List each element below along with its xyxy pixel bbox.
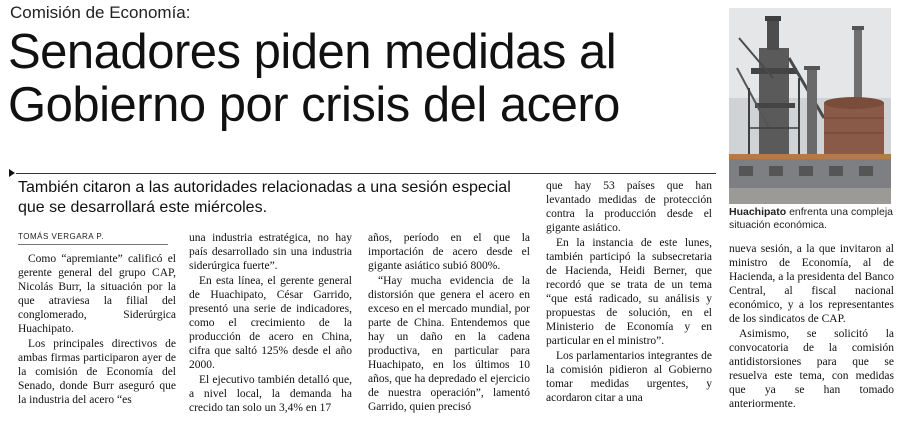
deck-divider: [16, 173, 716, 174]
section-kicker: Comisión de Economía:: [10, 3, 191, 22]
article-column-4: [546, 179, 712, 405]
paragraph: nueva sesión, a la que invitaron al ministro de Economía, al de Hacienda, a la presidenta del Banco Central, al fiscal nacional económico, y a los representantes de los sindicatos de CAP.: [729, 243, 894, 325]
article-column-1: [18, 252, 176, 407]
deck-bullet-icon: [9, 169, 15, 177]
paragraph: Asimismo, se solicitó la convocatoria de la comisión antidistorsiones para que se resuelva este tema, con medidas que ya se han tomado anteriormente.: [729, 328, 894, 410]
paragraph: Los principales directivos de ambas firmas participaron ayer de la comisión de Economía del Senado, donde Burr aseguró que la industria del acero “es: [18, 338, 176, 406]
paragraph: que hay 53 países que han levantado medidas de protección contra la producción desde el gigante asiático.: [546, 180, 712, 234]
article-column-5: [729, 242, 894, 411]
article-deck: También citaron a las autoridades relacionadas a una sesión especial que se desarrollará este miércoles.: [18, 179, 511, 216]
article-column-2: [189, 231, 352, 415]
byline-divider: [18, 244, 168, 245]
photo-caption: [729, 206, 899, 232]
paragraph: Como “apremiante” calificó el gerente general del grupo CAP, Nicolás Burr, la situación por la que atraviesa la filial del conglomerado, Siderúrgica Huachipato.: [18, 253, 176, 335]
article-headline: Senadores piden medidas al Gobierno por crisis del acero: [8, 25, 620, 132]
paragraph: En la instancia de este lunes, también participó la subsecretaria de Hacienda, Heidi Berner, que recordó que se trata de un tema “que está radicado, su análisis y propuestas de solución, en el Ministerio de Economía y en particular en el ministro”.: [546, 237, 712, 347]
paragraph: Los parlamentarios integrantes de la comisión pidieron al Gobierno tomar medidas urgentes, y acordaron citar a una: [546, 350, 712, 404]
caption-name: Huachipato: [729, 206, 787, 218]
article-column-3: [368, 231, 530, 414]
paragraph: En esta línea, el gerente general de Huachipato, César Garrido, presentó una serie de indicadores, como el crecimiento de la producción de acero en China, cifra que saltó 125% desde el año 2000.: [189, 275, 352, 371]
steel-plant-illustration: [729, 8, 891, 204]
paragraph: “Hay mucha evidencia de la distorsión que genera el acero en exceso en el mercado mundial, por parte de China. Entendemos que hay un daño en la cadena productiva, en particular para Huachipato, en los últimos 10 años, que ha depredado el ejercicio de nuestra operación”, lamentó Garrido, quien precisó: [368, 275, 530, 413]
caption-text: enfrenta una compleja situación económica.: [729, 206, 893, 231]
byline: TOMÁS VERGARA P.: [18, 232, 104, 241]
steel-plant-photo: [729, 8, 891, 204]
paragraph: El ejecutivo también detalló que, a nivel local, la demanda ha crecido tan solo un 3,4% en 17: [189, 374, 352, 414]
paragraph: años, período en el que la importación de acero desde el gigante asiático subió 800%.: [368, 232, 530, 272]
paragraph: una industria estratégica, no hay país desarrollado sin una industria siderúrgica fuerte”.: [189, 232, 352, 272]
